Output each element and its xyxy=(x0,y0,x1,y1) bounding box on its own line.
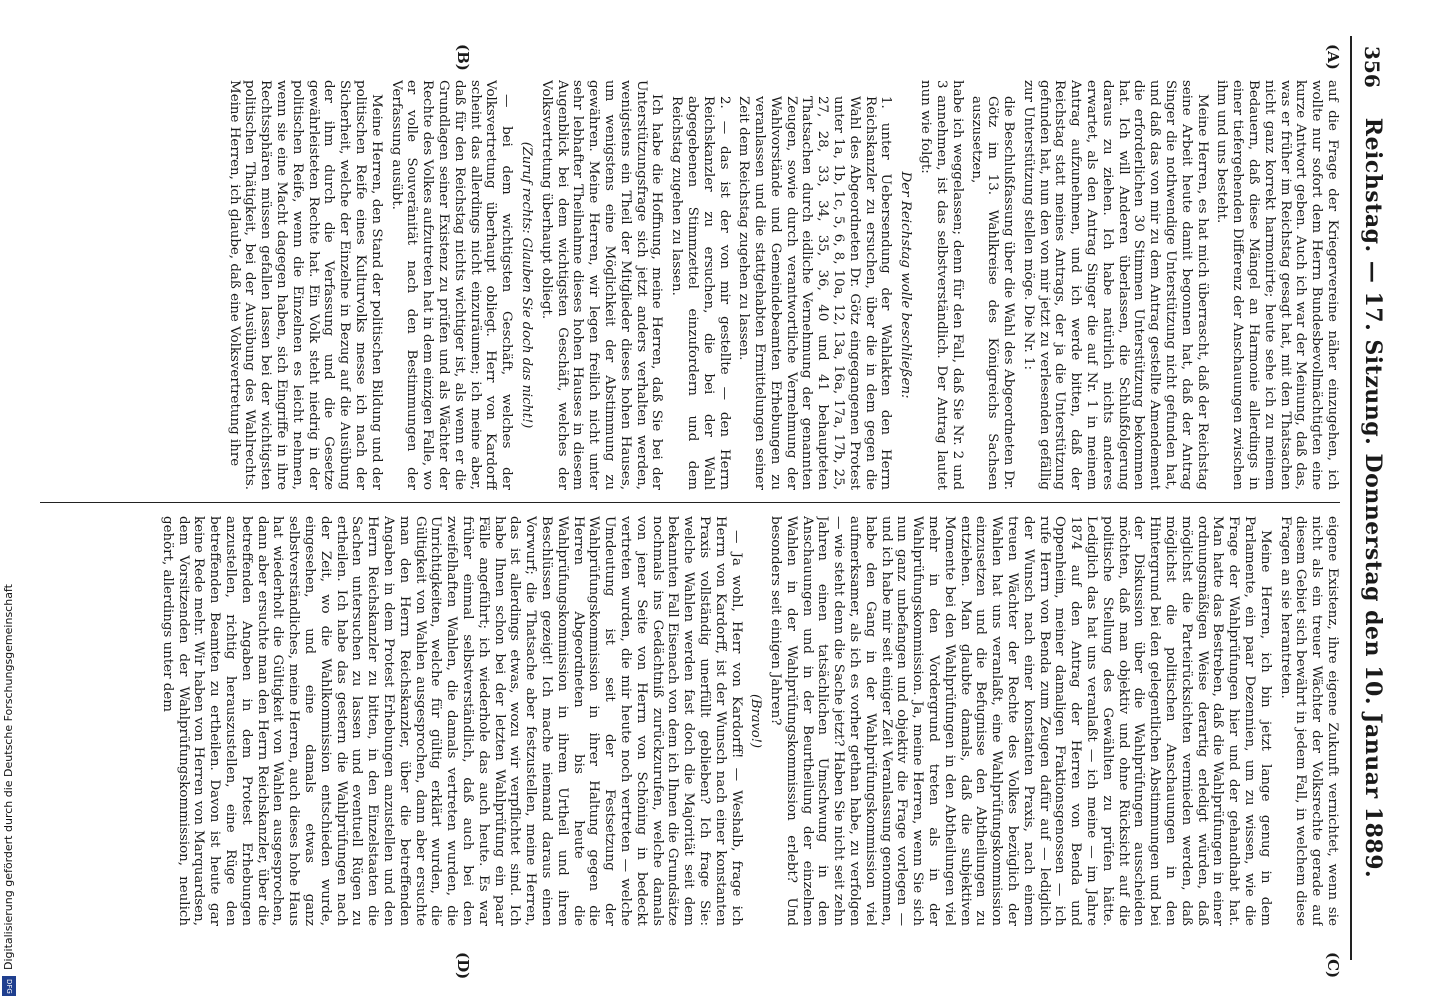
paragraph: habe ich weggelassen; denn für den Fall, daß Sie Nr. 2 und 3 annehmen, ist das selbstverständlich. Der Antrag lautet nun wie folgt: xyxy=(918,80,965,490)
motion-heading: Der Reichstag wolle beschließen: xyxy=(898,171,914,399)
running-title: Reichstag. — 17. Sitzung. Donnerstag den 10. Januar 1889. xyxy=(1360,117,1386,879)
page-number: 356 xyxy=(1360,46,1384,88)
margin-marker-d: (D) xyxy=(454,952,472,980)
motion-item-2: 2. — das ist der von mir gestellte — den Herrn Reichskanzler zu ersuchen, die bei der Wahl abgegebenen Stimmzettel einzufordern und dem Reichstag zugehen zu lassen. xyxy=(669,96,732,490)
quoted-motion: die Beschlußfassung über die Wahl des Abgeordneten Dr. Götz im 13. Wahlkreise des Königreichs Sachsen auszusetzen, xyxy=(969,96,1017,490)
paragraph: — Ja wohl, Herr von Kardorff! — Weshalb, frage ich Herrn von Kardorff, ist der Wunsch nach einer konstanten Praxis vollständig unerfüllt geblieben? Ich frage Sie: welche Wahlen werden fast doch die Majorität seit dem bekannten Fall Eisenach von dem ich Ihnen die Grundsätze nochmals ins Gedächtniß zurückzurufen, welche damals von jener Seite von Herrn von Schöning in bedeckt vertreten wurden, die mir heute noch vertreten — welche Umdeutung ist seit der Festsetzung der Wahlprüfungskommission in ihrer Haltung gegen die Herren Abgeordneten bis heute die Wahlprüfungskommission in ihrem Urtheil und ihren Beschlüssen gezeigt! Ich mache niemand daraus einen Vorwurf; die Thatsache aber festzustellen, meine Herren, das ist allerdings etwas, wozu wir verpflichtet sind. Ich habe Ihnen schon bei der letzten Wahlprüfung ein paar Fälle angeführt; ich wiederhole das auch heute. Es war früher einmal selbstverständlich, daß auch bei den zweifelhaften Wahlen, die damals vertreten wurden, die Unrichtigkeiten, welche für gültig erklärt wurden, die Gültigkeit von Wahlen ausgesprochen, dann aber ersuchte man den Herrn Reichskanzler, über die betreffenden Angaben in dem Protest Erhebungen anzustellen und den Herrn Reichskanzler zu bitten, in den Einzelstaaten die Sachen untersuchen zu lassen und eventuell Rügen zu ertheilen. Ich habe das gestern die Wahlprüfungen nach der Zeit, wo die Wahlkommission entschieden wurde, eingesehen, und eine damals etwas ganz selbstverständliches, meine Herren, auch dieses hohe Haus hat wiederholt die Gültigkeit von Wahlen ausgesprochen, dann aber ersuchte man den Herrn Reichskanzler, über die betreffenden Angaben in dem Protest Erhebungen anzustellen, richtig herauszustellen, eine Rüge den betreffenden Beamten zu ertheilen. Davon ist heute gar keine Rede mehr. Wir haben von Herren von Marquardsen, dem Vorsitzenden der Wahlprüfungskommission, neulich gehört, allerdings unter dem xyxy=(159,516,744,926)
paragraph: Meine Herren, ich bin jetzt lange genug in dem Parlamente, ein paar Dezennien, um zu wissen, wie die Frage der Wahlprüfungen hier und der gehandhabt hat. Man hatte das Bestreben, daß die Wahlprüfungen in einer ordnungsmäßigen Weise derartig erledigt würden, daß möglichst die Parteirücksichten vermieden werden, daß möglichst die politischen Anschauungen in den Hintergrund bei den gelegentlichen Abstimmungen und bei der Diskussion über die Wahlprüfungen ausscheiden möchten, daß man objektiv und ohne Rücksicht auf die politische Stellung des Gewählten zu prüfen hätte. Lediglich das hat uns veranlaßt — ich meine — im Jahre 1874 auf den Antrag der Herren von Benda und Oppenheim, meiner damaligen Fraktionsgenossen — ich rufe Herrn von Benda zum Zeugen dafür auf — lediglich der Wunsch nach einer konstanten Praxis, nach einem treuen Wächter der Rechte des Volkes bezüglich der Wahlen hat uns veranlaßt, eine Wahlprüfungskommission einzusetzen und die Befugnisse den Abtheilungen zu entziehen. Man glaubte damals, daß die subjektiven Momente bei den Wahlprüfungen in den Abtheilungen viel mehr in den Vordergrund treten als in der Wahlprüfungskommission. Ja, meine Herren, wenn Sie sich nun ganz unbefangen und objektiv die Frage vorlegen — und ich habe mir seit einiger Zeit Veranlassung genommen, habe den Gang in der Wahlprüfungskommission viel aufmerksamer, als ich es vorher gethan habe, zu verfolgen — wie steht denn die Sache jetzt? Haben Sie nicht seit zehn Jahren einen tatsächlichen Umschwung in den Anschauungen und in der Beurtheilung der einzelnen Wahlen in der Wahlprüfungskommission erlebt? Und besonders seit einigen Jahren? xyxy=(768,516,1273,926)
paragraph: auf die Frage der Kriegervereine näher einzugehen, ich wollte nur sofort dem Herrn Bundesbevollmächtigten eine kurze Antwort geben. Auch ich war der Meinung, daß das, was er früher im Reichstag gesagt hat, mit den Thatsachen nicht ganz korrekt harmonirte; heute sehe ich zu meinem Bedauern, daß diese Mängel an Harmonie allerdings in einer tiefergehenden Differenz der Anschauungen zwischen ihm und uns besteht. xyxy=(1214,80,1340,490)
page-header xyxy=(1350,36,1392,960)
right-column xyxy=(40,516,1340,926)
digitization-footer xyxy=(0,0,18,1000)
margin-marker-a: (A) xyxy=(1324,44,1342,70)
column-divider xyxy=(40,502,1340,503)
margin-marker-c: (C) xyxy=(1324,952,1342,979)
paragraph: Ich habe die Hoffnung, meine Herren, daß Sie bei der Unterstützungsfrage sich jetzt anders verhalten werden, wenigstens ein Theil der Mitglieder dieses hohen Hauses, um wenigstens eine Möglichkeit der Abstimmung zu gewähren. Meine Herren, wir legen freilich nicht unter sehr lebhafter Theilnahme dieses hohen Hauses in diesem Augenblick bei dem wichtigsten Geschäft, welches der Volksvertretung überhaupt obliegt. xyxy=(538,80,665,490)
margin-marker-b: (B) xyxy=(454,44,472,71)
motion-item-1: 1. unter Uebersendung der Wahlakten den Herrn Reichskanzler zu ersuchen, über die in dem gegen die Wahl des Abgeordneten Dr. Götz eingegangenen Protest unter 1a, 1b, 1c, 5, 6, 8, 10a, 12, 13a, 16a, 17a, 17b, 25, 27, 28, 33, 34, 35, 36, 40 und 41 behaupteten Thatsachen durch eidliche Vernehmung der genannten Zeugen, sowie durch verantwortliche Vernehmung der Wahlvorstände und Gemeindebeamten Erhebungen zu veranlassen und die stattgehabten Ermittelungen seiner Zeit dem Reichstag zugehen zu lassen. xyxy=(736,96,894,490)
paragraph: Meine Herren, es hat mich überrascht, daß der Reichstag seine Arbeit heute damit begonnen hat, daß der Antrag Singer die nothwendige Unterstützung nicht gefunden hat, und daß das von mir zu dem Antrag gestellte Amendement die erforderlichen 30 Stimmen Unterstützung bekommen hat. Ich will Anderen überlassen, die Schlußfolgerung daraus zu ziehen. Ich habe natürlich nichts anderes erwartet, als den Antrag Singer die auf Nr. 1 in meinem Antrag aufzunehmen, und ich werde bitten, daß der Reichstag statt meines Antrags, der ja die Unterstützung gefunden hat, nun den von mir jetzt zu verlesenden gefällig zur Unterstützung stellen möge. Die Nr. 1: xyxy=(1020,80,1210,490)
paragraph: Meine Herren, den Stand der politischen Bildung und der politischen Reife eines Kulturvolks messe ich nach der Sicherheit, welche der Einzelne in Bezug auf die Ausübung der ihm durch die Verfassung und die Gesetze gewährleisteten Rechte hat. Ein Volk steht niedrig in der politischen Reife, wenn die Einzelnen es leicht nehmen, wenn sie eine Macht dagegen haben, sich Eingriffe in ihre Rechtssphären müssen gefallen lassen bei der wichtigsten politischen Thätigkeit, bei der Ausübung des Wahlrechts. Meine Herren, ich glaube, daß eine Volksvertretung ihre xyxy=(226,80,384,490)
interjection: (Zuruf rechts: Glauben Sie doch das nicht!) xyxy=(518,141,534,429)
paragraph: — bei dem wichtigsten Geschäft, welches der Volksvertretung überhaupt obliegt. Herr von Kardorff scheint das allerdings nicht einzuräumen; ich meine aber, daß für den Reichstag nichts wichtiger ist, als wenn er die Grundlagen seiner Existenz zu prüfen und als Wächter der Rechte des Volkes aufzutreten hat in dem einzigen Falle, wo er volle Souveränität nach den Bestimmungen der Verfassung ausübt. xyxy=(388,80,515,490)
paragraph: eigene Existenz, ihre eigene Zukunft vernichtet, wenn sie nicht als ein treuer Wächter der Volksrechte gerade auf diesem Gebiet sich bewährt in jedem Fall, in welchem diese Fragen an sie herantreten. xyxy=(1277,516,1340,926)
left-column xyxy=(40,80,1340,490)
funding-note: Digitalisierung gefördert durch die Deutsche Forschungsgemeinschaft xyxy=(2,584,15,970)
dfg-logo-icon: DFG xyxy=(2,976,16,996)
interjection: (Bravo!) xyxy=(748,693,764,749)
